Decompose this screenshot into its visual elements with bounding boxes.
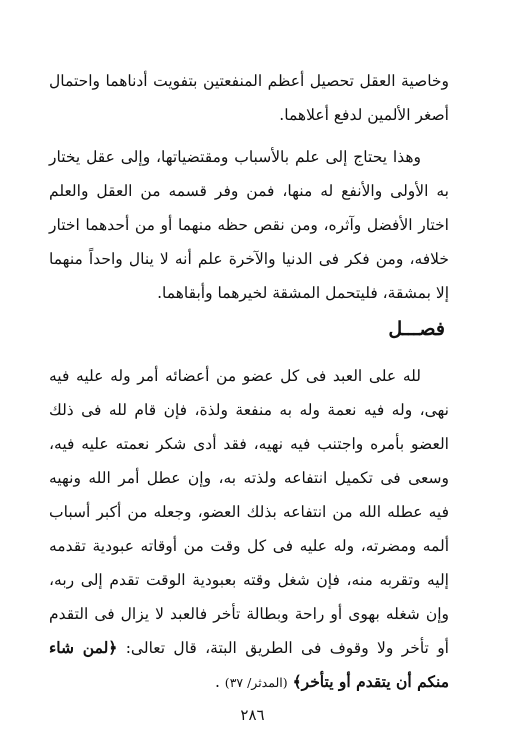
paragraph-1: وخاصية العقل تحصيل أعظم المنفعتين بتفويت أدناهما واحتمال أصغر الألمين لدفع أعلاهما.: [49, 72, 449, 124]
paragraph-3-text: لله على العبد فى كل عضو من أعضائه أمر وله عليه فيه نهى، وله فيه نعمة وله به منفعة ولذة، فإن قام لله فى ذلك العضو بأمره واجتنب فيه نهيه، فقد أدى شكر نعمته عليه فيه، وسعى فى تكميل انتفاعه ولذته به، وإن عطل أمر الله ونهيه فيه عطله الله من انتفاعه بذلك العضو، وجعله من أكبر أسباب ألمه ومضرته، وله عليه فى كل وقت من أوقاته عبودية تقدمه إليه وتقربه منه، فإن شغل وقته بعبودية الوقت تقدم إلى ربه، وإن شغله بهوى أو راحة وبطالة تأخر فالعبد لا يزال فى التقدم أو تأخر ولا وقوف فى الطريق البتة، قال تعالى:: [49, 367, 449, 657]
paragraph-3-end: .: [214, 673, 225, 691]
quran-reference: (المدثر/ ٣٧): [224, 675, 288, 690]
quran-quote: ﴿لمن شاء منكم أن يتقدم أو يتأخر﴾: [49, 638, 449, 691]
paragraph-3: [49, 359, 449, 700]
paragraph-2: وهذا يحتاج إلى علم بالأسباب ومقتضياتها، وإلى عقل يختار به الأولى والأنفع له منها، فمن وفر قسمه من العقل والعلم اختار الأفضل وآثره، ومن نقص حظه منهما أو من أحدهما اختار خلافه، ومن فكر فى الدنيا والآخرة علم أنه لا ينال واحداً منهما إلا بمشقة، فليتحمل المشقة لخيرهما وأبقاهما.: [49, 148, 449, 302]
section-heading: [49, 312, 449, 347]
section-heading-text: فصـــل: [388, 318, 445, 340]
page-number: ٢٨٦: [240, 706, 265, 724]
text-block: [49, 64, 449, 700]
